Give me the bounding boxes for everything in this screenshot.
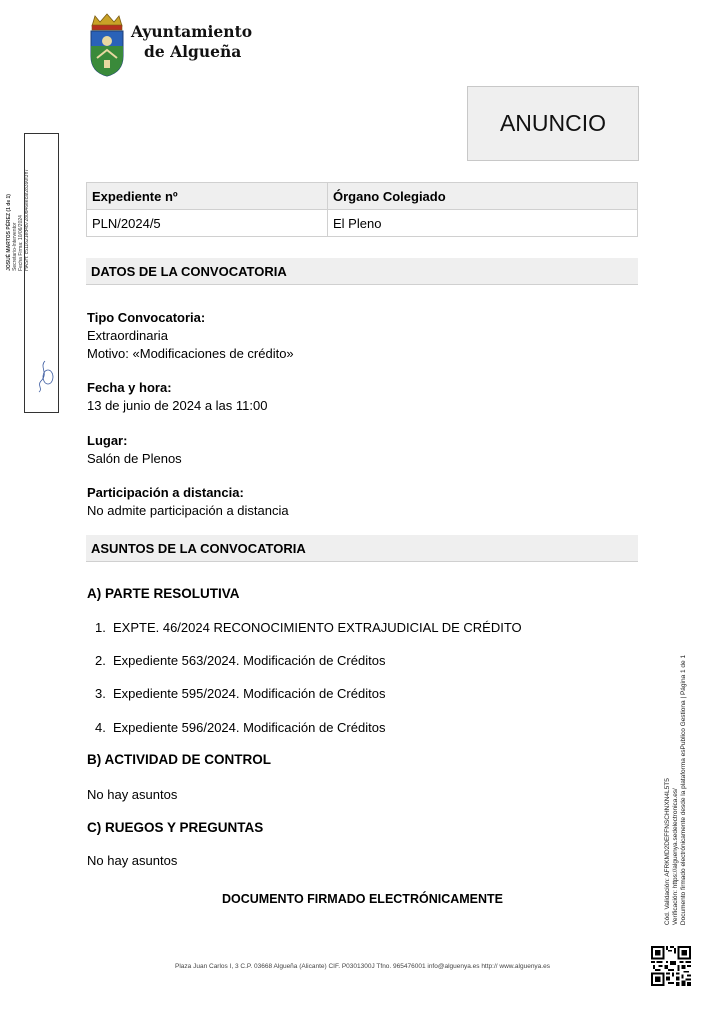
verification-url: Verificación: https://alguenya.sedelectronica.es/ bbox=[672, 788, 679, 926]
list-item-text: Expediente 563/2024. Modificación de Créditos bbox=[113, 653, 386, 668]
actividad-control-title: B) ACTIVIDAD DE CONTROL bbox=[87, 752, 271, 767]
signature-stamp-text bbox=[6, 169, 30, 271]
signer-role: Secretario-Interventor bbox=[12, 222, 18, 271]
lugar-label: Lugar: bbox=[87, 433, 128, 448]
tipo-label: Tipo Convocatoria: bbox=[87, 310, 206, 325]
tipo-convocatoria-block bbox=[87, 309, 294, 363]
list-item bbox=[95, 720, 385, 735]
fecha-value: 13 de junio de 2024 a las 11:00 bbox=[87, 398, 268, 413]
list-item bbox=[95, 686, 385, 701]
fecha-label: Fecha y hora: bbox=[87, 380, 172, 395]
signed-document-notice: DOCUMENTO FIRMADO ELECTRÓNICAMENTE bbox=[221, 892, 503, 906]
list-item bbox=[95, 620, 522, 635]
notice-title-box bbox=[467, 86, 639, 161]
parte-resolutiva-title: A) PARTE RESOLUTIVA bbox=[87, 586, 240, 601]
platform-note: Documento firmado electrónicamente desde la plataforma esPublico Gestiona | Página 1 de 1 bbox=[680, 654, 687, 926]
table-row bbox=[87, 210, 638, 237]
municipality-name-line2: de Algueña bbox=[144, 42, 242, 61]
organo-value: El Pleno bbox=[328, 210, 638, 237]
table-header-expediente: Expediente nº bbox=[87, 183, 328, 210]
participacion-value: No admite participación a distancia bbox=[87, 503, 289, 518]
signature-seal-icon bbox=[31, 359, 55, 393]
lugar-value: Salón de Plenos bbox=[87, 451, 182, 466]
motivo-value: Motivo: «Modificaciones de crédito» bbox=[87, 346, 294, 361]
list-item-number: 3. bbox=[95, 686, 106, 701]
actividad-control-text: No hay asuntos bbox=[87, 787, 178, 802]
signature-hash: HASH: c511621ed4b7280d46eecaf28390f3ff7 bbox=[24, 169, 30, 271]
table-header-row bbox=[87, 183, 638, 210]
participacion-label: Participación a distancia: bbox=[87, 485, 244, 500]
fecha-block bbox=[87, 379, 267, 415]
expediente-value: PLN/2024/5 bbox=[87, 210, 328, 237]
list-item-number: 4. bbox=[95, 720, 106, 735]
section-header-datos: DATOS DE LA CONVOCATORIA bbox=[86, 258, 638, 285]
list-item-text: Expediente 596/2024. Modificación de Créditos bbox=[113, 720, 386, 735]
list-item-number: 1. bbox=[95, 620, 106, 635]
municipal-crest-logo bbox=[86, 12, 128, 78]
signature-date: Fecha Firma: 10/06/2024 bbox=[18, 215, 24, 271]
page-footer: Plaza Juan Carlos I, 3 C.P. 03668 Algueña (Alicante) CIF. P0301300J Tfno. 965476001 info@alguenya.es http:// www.alguenya.es bbox=[175, 963, 550, 970]
qr-code-icon bbox=[651, 946, 691, 986]
list-item bbox=[95, 653, 385, 668]
section-header-asuntos: ASUNTOS DE LA CONVOCATORIA bbox=[86, 535, 638, 562]
municipality-name bbox=[131, 22, 252, 62]
ruegos-preguntas-text: No hay asuntos bbox=[87, 853, 178, 868]
tipo-value: Extraordinaria bbox=[87, 328, 168, 343]
list-item-number: 2. bbox=[95, 653, 106, 668]
notice-title: ANUNCIO bbox=[499, 110, 607, 136]
list-item-text: Expediente 595/2024. Modificación de Créditos bbox=[113, 686, 386, 701]
list-item-text: EXPTE. 46/2024 RECONOCIMIENTO EXTRAJUDICIAL DE CRÉDITO bbox=[113, 620, 522, 635]
municipality-name-line1: Ayuntamiento bbox=[131, 22, 253, 41]
expediente-table bbox=[86, 182, 638, 237]
validation-code: Cód. Validación: AFRKMD2DEFFNSCHNXN4L5T5 bbox=[664, 778, 671, 926]
verification-text bbox=[664, 655, 688, 925]
ruegos-preguntas-title: C) RUEGOS Y PREGUNTAS bbox=[87, 820, 264, 835]
signer-name: JOSUÉ MARTOS PÉREZ (1 de 1) bbox=[6, 194, 12, 271]
table-header-organo: Órgano Colegiado bbox=[328, 183, 638, 210]
lugar-block bbox=[87, 432, 182, 468]
participacion-block bbox=[87, 484, 289, 520]
